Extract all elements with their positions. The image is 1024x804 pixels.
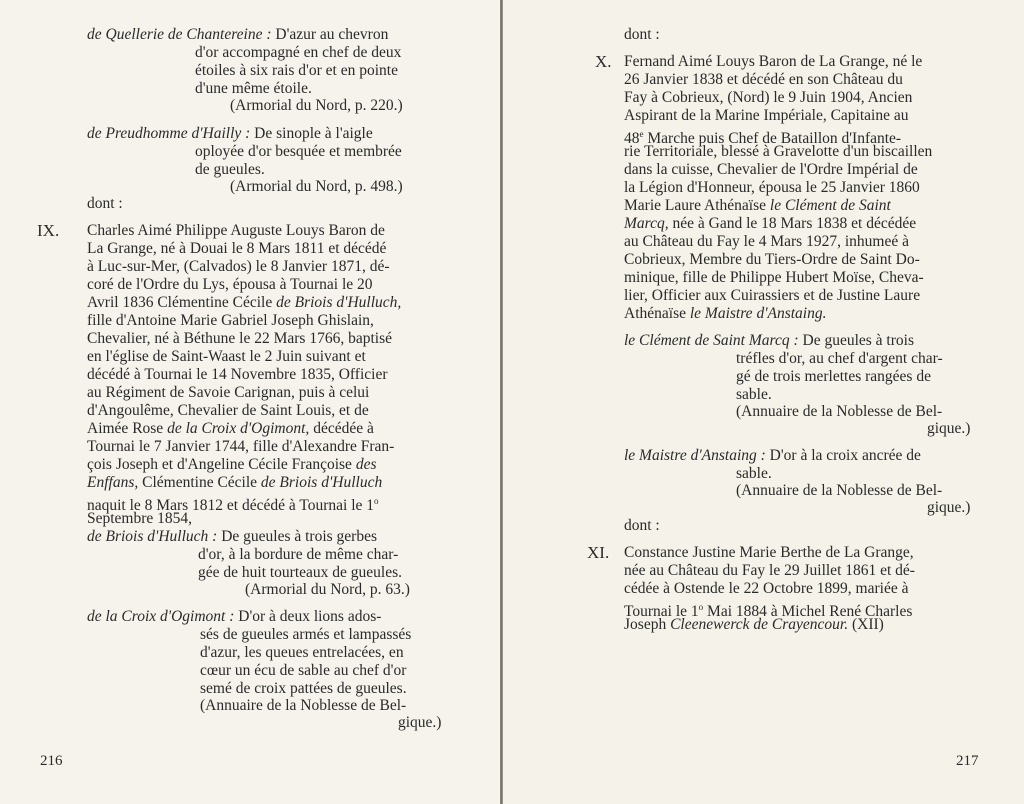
- blazon-croix-line-3: d'azur, les queues entrelacées, en: [200, 644, 404, 661]
- blazon-croix-line-1: de la Croix d'Ogimont : D'or à deux lions ados-: [87, 608, 382, 625]
- blazon-croix-line-6: (Annuaire de la Noblesse de Bel-: [200, 697, 407, 714]
- entry-ix-line-4: coré de l'Ordre du Lys, épousa à Tournai le 20: [87, 276, 373, 293]
- entry-x-line-12: Cobrieux, Membre du Tiers-Ordre de Saint Do-: [624, 251, 920, 268]
- entry-xi-line-1: Constance Justine Marie Berthe de La Grange,: [624, 544, 914, 561]
- entry-ix-line-11: d'Angoulême, Chevalier de Saint Louis, et de: [87, 402, 369, 419]
- entry-ix-line-10: au Régiment de Savoie Carignan, puis à celui: [87, 384, 370, 401]
- entry-x-line-4: Aspirant de la Marine Impériale, Capitaine au: [624, 107, 909, 124]
- entry-x-line-2: 26 Janvier 1838 et décédé en son Château du: [624, 71, 903, 88]
- entry-ix-line-17: Septembre 1854,: [87, 510, 193, 527]
- entry-x-line-13: minique, fille de Philippe Hubert Moïse, Cheva-: [624, 269, 924, 286]
- blazon-preudhomme-line-3: de gueules.: [195, 161, 265, 178]
- blazon-quellerie-source: (Armorial du Nord, p. 220.): [230, 97, 403, 114]
- entry-ix-line-3: à Luc-sur-Mer, (Calvados) le 8 Janvier 1871, dé-: [87, 258, 390, 275]
- entry-ix-line-1: Charles Aimé Philippe Auguste Louys Baron de: [87, 222, 385, 239]
- entry-x-line-8: la Légion d'Honneur, épousa le 25 Janvier 1860: [624, 179, 920, 196]
- entry-ix-line-7: Chevalier, né à Béthune le 22 Mars 1766, baptisé: [87, 330, 392, 347]
- entry-ix-line-2: La Grange, né à Douai le 8 Mars 1811 et décédé: [87, 240, 387, 257]
- blazon-clement-line-1: le Clément de Saint Marcq : De gueules à trois: [624, 332, 914, 349]
- blazon-quellerie-line-4: d'une même étoile.: [195, 80, 312, 97]
- entry-xi-line-5: Joseph Cleenewerck de Crayencour. (XII): [624, 616, 884, 633]
- entry-ix-line-12: Aimée Rose de la Croix d'Ogimont, décédée à: [87, 420, 374, 437]
- blazon-croix-line-2: sés de gueules armés et lampassés: [200, 626, 412, 643]
- blazon-briois-line-3: gée de huit tourteaux de gueules.: [198, 564, 403, 581]
- entry-ix-line-13: Tournai le 7 Janvier 1744, fille d'Alexandre Fran-: [87, 438, 395, 455]
- entry-ix-line-15: Enffans, Clémentine Cécile de Briois d'Hulluch: [87, 474, 383, 491]
- blazon-maistre-line-4: gique.): [927, 499, 971, 516]
- entry-x-numeral: X.: [595, 52, 612, 71]
- left-page: [0, 0, 500, 804]
- blazon-briois-source: (Armorial du Nord, p. 63.): [245, 581, 410, 598]
- entry-ix-line-8: en l'église de Saint-Waast le 2 Juin suivant et: [87, 348, 366, 365]
- entry-x-line-15: Athénaïse le Maistre d'Anstaing.: [624, 305, 827, 322]
- blazon-croix-line-4: cœur un écu de sable au chef d'or: [200, 662, 407, 679]
- entry-x-line-9: Marie Laure Athénaïse le Clément de Saint: [624, 197, 891, 214]
- blazon-croix-line-7: gique.): [398, 714, 442, 731]
- entry-xi-numeral: XI.: [587, 543, 610, 562]
- page-number-left: 216: [40, 753, 63, 769]
- blazon-preudhomme-line-2: oployée d'or besquée et membrée: [195, 143, 402, 160]
- entry-x-line-11: au Château du Fay le 4 Mars 1927, inhumeé à: [624, 233, 909, 250]
- entry-ix-line-9: décédé à Tournai le 14 Novembre 1835, Officier: [87, 366, 388, 383]
- blazon-clement-line-4: sable.: [736, 386, 772, 403]
- blazon-clement-line-3: gé de trois merlettes rangées de: [736, 368, 931, 385]
- entry-x-line-3: Fay à Cobrieux, (Nord) le 9 Juin 1904, Ancien: [624, 89, 913, 106]
- dont-label-2: dont :: [624, 517, 660, 534]
- blazon-preudhomme-source: (Armorial du Nord, p. 498.): [230, 178, 403, 195]
- entry-ix-line-5: Avril 1836 Clémentine Cécile de Briois d'Hulluch,: [87, 294, 402, 311]
- entry-ix-line-16: naquit le 8 Mars 1812 et décédé à Tournai le 1$^o$: [87, 496, 379, 515]
- blazon-quellerie-line-2: d'or accompagné en chef de deux: [195, 44, 402, 61]
- entry-x-line-1: Fernand Aimé Louys Baron de La Grange, né le: [624, 53, 923, 70]
- entry-x-line-6: rie Territoriale, blessé à Gravelotte d'un biscaillen: [624, 143, 933, 160]
- dont-label-1: dont :: [87, 195, 123, 212]
- entry-xi-line-2: née au Château du Fay le 29 Juillet 1861 et dé-: [624, 562, 915, 579]
- blazon-clement-line-5: (Annuaire de la Noblesse de Bel-: [736, 403, 943, 420]
- entry-ix-numeral: IX.: [37, 221, 60, 240]
- blazon-maistre-line-3: (Annuaire de la Noblesse de Bel-: [736, 482, 943, 499]
- entry-x-line-7: dans la cuisse, Chevalier de l'Ordre Impérial de: [624, 161, 918, 178]
- blazon-preudhomme-line-1: de Preudhomme d'Hailly : De sinople à l'aigle: [87, 125, 373, 142]
- entry-x-line-5: 48e Marche puis Chef de Bataillon d'Infante-: [624, 129, 902, 148]
- right-page: [503, 0, 1024, 804]
- blazon-clement-line-2: tréfles d'or, au chef d'argent char-: [736, 350, 943, 367]
- entry-xi-line-3: cédée à Ostende le 22 Octobre 1899, mariée à: [624, 580, 909, 597]
- entry-x-line-14: lier, Officier aux Cuirassiers et de Justine Laure: [624, 287, 921, 304]
- dont-label-top: dont :: [624, 26, 660, 43]
- blazon-briois-line-1: de Briois d'Hulluch : De gueules à trois gerbes: [87, 528, 377, 545]
- entry-ix-line-6: fille d'Antoine Marie Gabriel Joseph Ghislain,: [87, 312, 374, 329]
- blazon-clement-line-6: gique.): [927, 420, 971, 437]
- page-number-right: 217: [956, 753, 979, 769]
- blazon-quellerie-line-1: de Quellerie de Chantereine : D'azur au chevron: [87, 26, 389, 43]
- entry-ix-line-14: çois Joseph et d'Angeline Cécile Françoise des: [87, 456, 377, 473]
- entry-x-line-10: Marcq, née à Gand le 18 Mars 1838 et décédée: [624, 215, 917, 232]
- blazon-croix-line-5: semé de croix pattées de gueules.: [200, 680, 407, 697]
- entry-xi-line-4: Tournai le 1$^o$ Mai 1884 à Michel René Charles: [624, 602, 913, 621]
- blazon-briois-line-2: d'or, à la bordure de même char-: [198, 546, 399, 563]
- blazon-maistre-line-1: le Maistre d'Anstaing : D'or à la croix ancrée de: [624, 447, 921, 464]
- blazon-maistre-line-2: sable.: [736, 465, 772, 482]
- blazon-quellerie-line-3: étoiles à six rais d'or et en pointe: [195, 62, 398, 79]
